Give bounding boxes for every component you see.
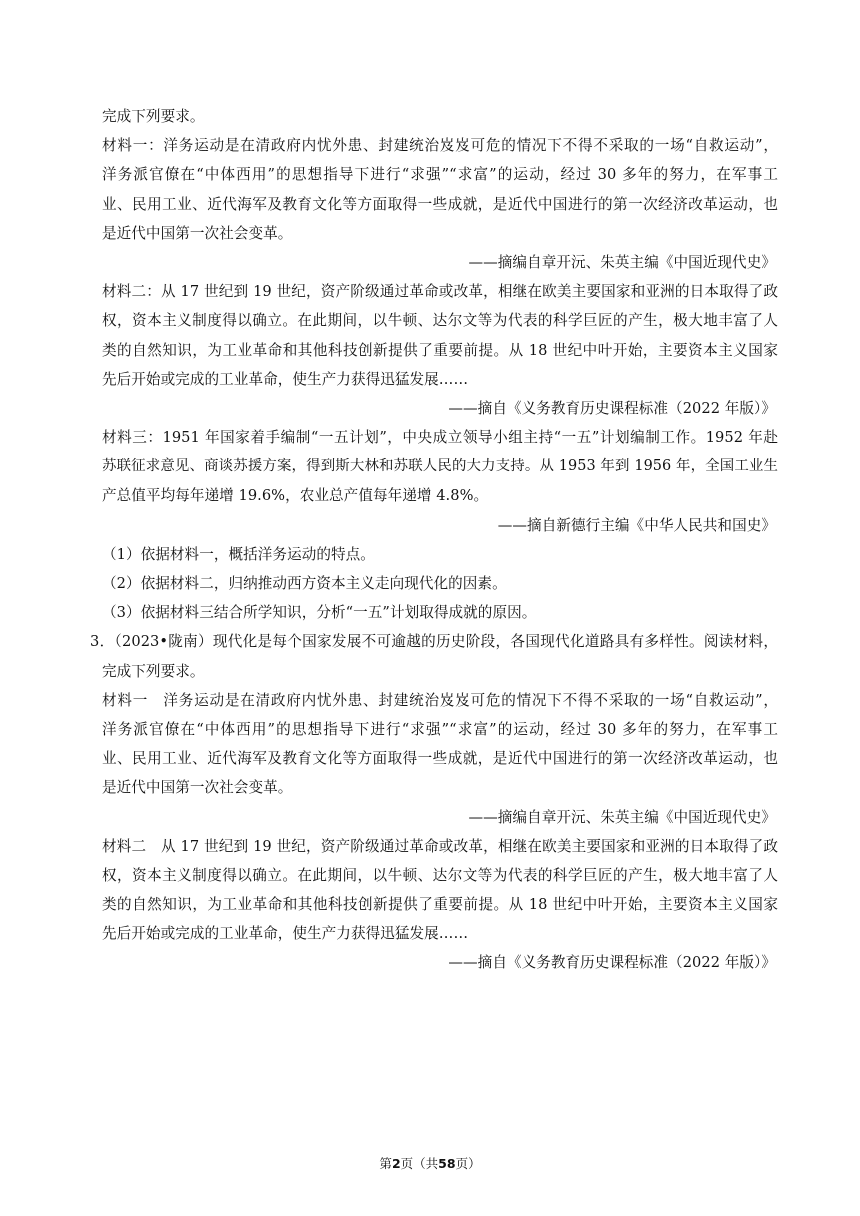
text-line: 类的自然知识，为工业革命和其他科技创新提供了重要前提。从 18 世纪中叶开始，主要资本主义国家 xyxy=(102,896,778,914)
source-citation: ——摘自新德行主编《中华人民共和国史》 xyxy=(497,516,776,534)
text-line: 材料一 洋务运动是在清政府内忧外患、封建统治岌岌可危的情况下不得不采取的一场“自救运动”， xyxy=(102,691,778,709)
footer-page-number: 2 xyxy=(391,1156,401,1171)
source-citation: ——摘自《义务教育历史课程标准（2022 年版）》 xyxy=(448,399,776,417)
page-footer xyxy=(0,1156,860,1172)
text-line: 产总值平均每年递增 19.6%，农业总产值每年递增 4.8%。 xyxy=(102,487,489,505)
text-line: （2）依据材料二，归纳推动西方资本主义走向现代化的因素。 xyxy=(102,575,507,592)
text-line: 材料二：从 17 世纪到 19 世纪，资产阶级通过革命或改革，相继在欧美主要国家和亚洲的日本取得了政 xyxy=(102,283,778,301)
page-content xyxy=(90,102,778,978)
source-citation: ——摘编自章开沅、朱英主编《中国近现代史》 xyxy=(468,808,776,826)
text-line: 材料二 从 17 世纪到 19 世纪，资产阶级通过革命或改革，相继在欧美主要国家和亚洲的日本取得了政 xyxy=(102,837,778,855)
text-line: 权，资本主义制度得以确立。在此期间，以牛顿、达尔文等为代表的科学巨匠的产生，极大地丰富了人 xyxy=(102,312,778,330)
text-line: 完成下列要求。 xyxy=(102,662,205,680)
text-line: 是近代中国第一次社会变革。 xyxy=(102,224,293,242)
text-line: 洋务派官僚在“中体西用”的思想指导下进行“求强”“求富”的运动，经过 30 多年的努力，在军事工 xyxy=(102,720,778,738)
text-line: 先后开始或完成的工业革命，使生产力获得迅猛发展…… xyxy=(102,925,469,943)
text-line: 材料一：洋务运动是在清政府内忧外患、封建统治岌岌可危的情况下不得不采取的一场“自救运动”， xyxy=(102,137,778,155)
text-line: 完成下列要求。 xyxy=(102,108,205,125)
source-citation: ——摘自《义务教育历史课程标准（2022 年版）》 xyxy=(448,954,776,972)
text-line: 先后开始或完成的工业革命，使生产力获得迅猛发展…… xyxy=(102,370,469,388)
text-line: 苏联征求意见、商谈苏援方案，得到斯大林和苏联人民的大力支持。从 1953 年到 1956 年，全国工业生 xyxy=(102,458,778,475)
text-line: 洋务派官僚在“中体西用”的思想指导下进行“求强”“求富”的运动，经过 30 多年的努力，在军事工 xyxy=(102,166,778,184)
footer-total-pages: 58 xyxy=(438,1156,456,1171)
footer-suffix: 页） xyxy=(455,1156,481,1171)
footer-prefix: 第 xyxy=(379,1156,392,1171)
question-heading: 3．（2023•陇南）现代化是每个国家发展不可逾越的历史阶段，各国现代化道路具有多样性。阅读材料， xyxy=(90,633,778,651)
text-line: 材料三：1951 年国家着手编制“一五计划”，中央成立领导小组主持“一五”计划编制工作。1952 年赴 xyxy=(102,429,778,447)
text-line: 是近代中国第一次社会变革。 xyxy=(102,779,293,797)
source-citation: ——摘编自章开沅、朱英主编《中国近现代史》 xyxy=(468,253,776,271)
text-line: 类的自然知识，为工业革命和其他科技创新提供了重要前提。从 18 世纪中叶开始，主要资本主义国家 xyxy=(102,341,778,359)
text-line: 业、民用工业、近代海军及教育文化等方面取得一些成就，是近代中国进行的第一次经济改革运动，也 xyxy=(102,195,778,213)
text-line: （3）依据材料三结合所学知识，分析“一五”计划取得成就的原因。 xyxy=(102,604,537,622)
footer-middle: 页（共 xyxy=(400,1156,439,1171)
text-line: 业、民用工业、近代海军及教育文化等方面取得一些成就，是近代中国进行的第一次经济改革运动，也 xyxy=(102,750,778,768)
text-line: （1）依据材料一，概括洋务运动的特点。 xyxy=(102,545,375,563)
text-line: 权，资本主义制度得以确立。在此期间，以牛顿、达尔文等为代表的科学巨匠的产生，极大地丰富了人 xyxy=(102,866,778,884)
